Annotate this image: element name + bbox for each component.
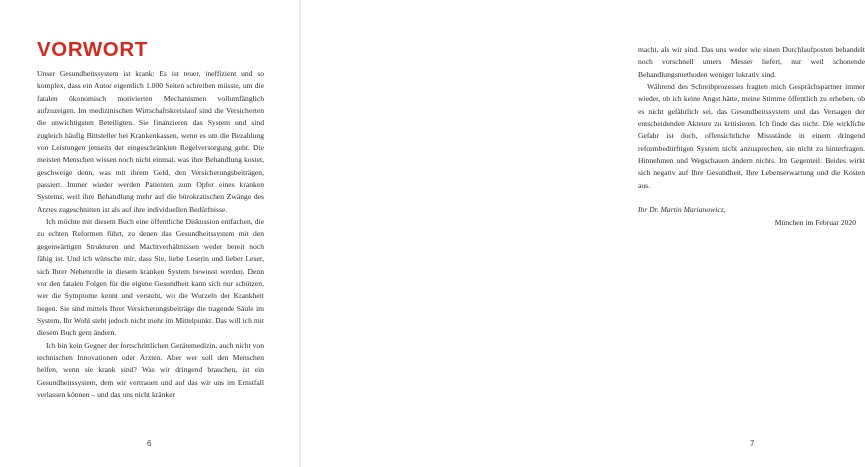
chapter-heading: VORWORT bbox=[37, 38, 148, 61]
right-text-column bbox=[638, 44, 865, 229]
author-signature: Ihr Dr. Martin Marianowicz, bbox=[638, 205, 726, 215]
page-number: 6 bbox=[147, 439, 152, 448]
right-page bbox=[300, 0, 865, 467]
paragraph: Ich möchte mit diesem Buch eine öffentliche Diskussion entfachen, die zu echten Reformen führt, zu denen das Gesundheitssystem mit den gegenwärtigen Strukturen und Machtverhältnissen weder bereit noch fähig ist. Und ich wünsche mir, dass Sie, liebe Leserin und lieber Leser, sich Ihrer Nebenrolle in diesem kranken System bewusst werden. Denn vor den fatalen Folgen für die eigene Gesundheit kann sich nur schützen, wer die Symptome kennt und versteht, wo die Wurzeln der Krankheit liegen. Sie sind mittels Ihrer Versicherungsbeiträge die tragende Säule im System, Ihr Wohl steht jedoch nicht mehr im Mittelpunkt. Das will ich mit diesem Buch gern ändern. bbox=[37, 217, 264, 338]
page-number: 7 bbox=[750, 439, 755, 448]
paragraph: Ich bin kein Gegner der fortschrittlichen Gerätemedizin, auch nicht von technischen Innovationen oder Ärzten. Aber wer soll den Menschen helfen, wenn sie krank sind? Was wir dringend brauchen, ist ein Gesundheitssystem, dem wir vertrauen und auf das wir uns im Ernstfall verlassen können – und das uns nicht kränker bbox=[37, 340, 264, 399]
paragraph: Während des Schreibprozesses fragten mich Gesprächspartner immer wieder, ob ich keine Angst hätte, meine Stimme öffentlich zu erheben, ob es nicht gefährlich sei, das Gesundheitssystem und das Versagen der entscheidenden Akteure zu kritisieren. Ich finde das nicht. Die wirkliche Gefahr ist doch, offensichtliche Missstände in einem dringend reformbedürftigen System nicht anzusprechen, sie nicht zu hinterfragen. Hinnehmen und Wegschauen ändern nichts. Im Gegenteil: Beides wirkt sich negativ auf Ihre Gesundheit, Ihre Lebenserwartung und die Kosten aus. bbox=[638, 82, 865, 190]
left-text-column bbox=[37, 68, 264, 401]
place-and-date: München im Februar 2020 bbox=[774, 217, 856, 227]
paragraph: Unser Gesundheitssystem ist krank: Es ist teuer, ineffizient und so komplex, dass ein Autor eigentlich 1.000 Seiten schreiben müsste, um die fatalen ökonomisch motivierten Mechanismen vollumfänglich aufzuzeigen. Im medizinischen Wirtschaftskreislauf sind die Versicherten die unwichtigsten Beteiligten. Sie finanzieren das System und sind zugleich häufig Bittsteller bei Krankenkassen, wenn es um die Bezahlung von Leistungen jenseits der eingeschränkten Regelversorgung geht. Die meisten Menschen wissen noch nicht einmal, was ihre Behandlung kostet, geschweige denn, was mit ihrem Geld, den Versicherungsbeiträgen, passiert. Immer wieder werden Patienten zum Opfer eines kranken Systems, weil ihre Behandlung mehr auf die bürokratischen Zwänge des Arztes zugeschnitten ist als auf ihre individuellen Bedürfnisse. bbox=[37, 69, 264, 214]
paragraph: macht, als wir sind. Das uns weder wie einen Durchlaufposten behandelt noch vorschnell unters Messer liefert, nur weil schonende Behandlungsmethoden weniger lukrativ sind. bbox=[638, 45, 865, 79]
left-page bbox=[0, 0, 300, 467]
